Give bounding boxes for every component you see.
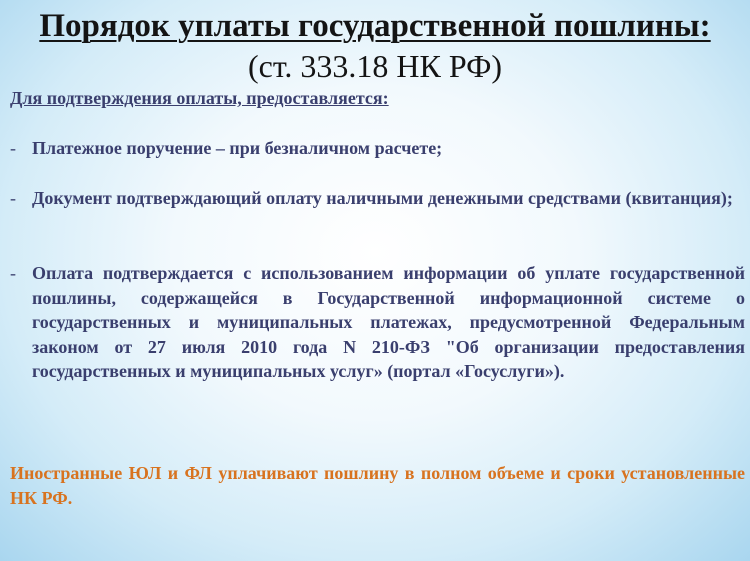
bullet-dash: - [10,263,16,283]
foreign-entities-note: Иностранные ЮЛ и ФЛ уплачивают пошлину в полном объеме и сроки установленные НК РФ. [10,463,745,508]
list-item [10,261,745,384]
bullet-dash: - [10,188,16,208]
slide-subtitle: (ст. 333.18 НК РФ) [247,48,503,84]
list-item-text: Платежное поручение – при безналичном расчете; [32,138,443,158]
intro-text: Для подтверждения оплаты, предоставляется: [10,88,389,108]
list-item-text: Оплата подтверждается с использованием информации об уплате государственной пошлины, содержащейся в Государственной информационной системе о государственных и муниципальных платежах, предусмотренной Федеральным законом от 27 июля 2010 года N 210-ФЗ "Об организации предоставления государственных и муниципальных услуг» (портал «Госуслуги»). [32,263,745,381]
bullet-dash: - [10,138,16,158]
slide-title: Порядок уплаты государственной пошлины: [39,8,711,44]
list-item [10,136,745,161]
list-item [10,186,745,211]
list-item-text: Документ подтверждающий оплату наличными денежными средствами (квитанция); [32,188,733,208]
